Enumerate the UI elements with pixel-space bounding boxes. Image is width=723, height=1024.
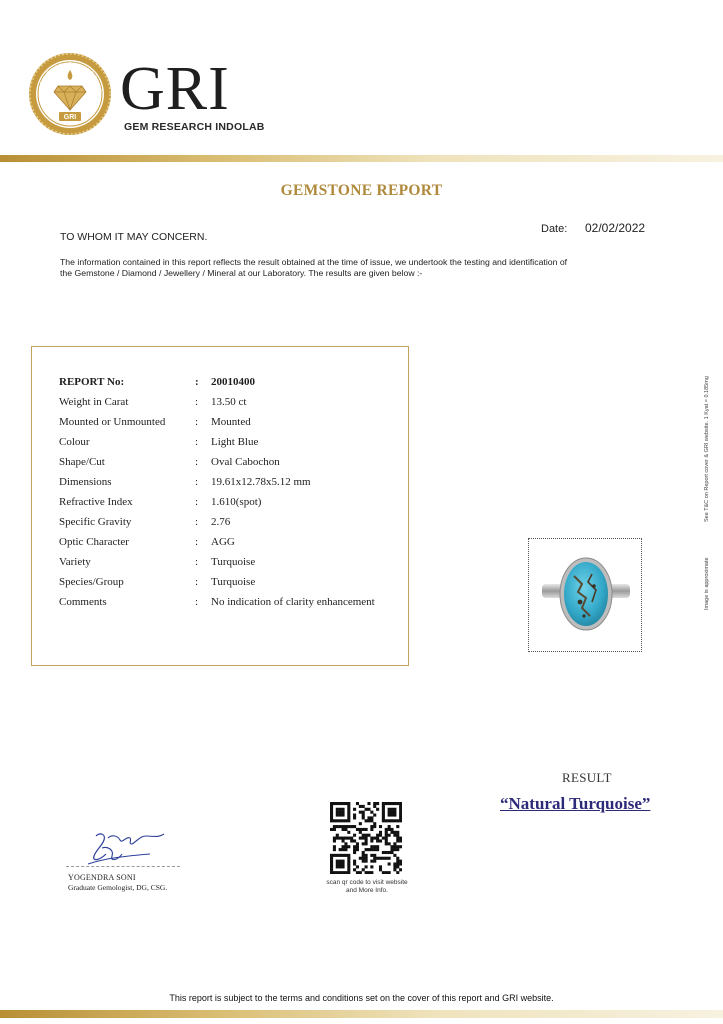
detail-label: Mounted or Unmounted	[59, 416, 166, 428]
detail-value: AGG	[211, 536, 235, 548]
signature-line	[66, 866, 180, 867]
footer-note: This report is subject to the terms and conditions set on the cover of this report and GRI website.	[169, 993, 554, 1003]
detail-value: Oval Cabochon	[211, 456, 280, 468]
svg-text:GRI: GRI	[63, 114, 77, 121]
detail-separator: :	[195, 476, 199, 488]
svg-text:GEM RESEARCH INDOLAB: GEM RESEARCH INDOLAB	[38, 61, 103, 94]
detail-separator: :	[195, 596, 199, 608]
result-label: RESULT	[562, 770, 612, 785]
detail-separator: :	[195, 396, 199, 408]
signer-title: Graduate Gemologist, DG, CSG.	[68, 883, 168, 892]
footer-divider	[0, 1010, 723, 1018]
detail-value: 2.76	[211, 516, 231, 528]
detail-value: Turquoise	[211, 576, 256, 588]
detail-separator: :	[195, 536, 199, 548]
detail-separator: :	[195, 416, 199, 428]
detail-separator: :	[195, 556, 199, 568]
detail-label: Comments	[59, 596, 107, 608]
detail-value: 1.610(spot)	[211, 496, 262, 508]
qr-caption	[312, 879, 422, 895]
terms-side-note: See T&C on Report cover & GRI website. 1 Kyat = 0.185mg	[704, 376, 710, 522]
detail-separator: :	[195, 456, 199, 468]
detail-label: Specific Gravity	[59, 516, 132, 528]
result-value: “Natural Turquoise”	[500, 794, 651, 813]
report-title: GEMSTONE REPORT	[280, 182, 443, 199]
detail-separator: :	[195, 436, 199, 448]
detail-label: Dimensions	[59, 476, 112, 488]
detail-label: REPORT No:	[59, 376, 125, 388]
detail-label: Shape/Cut	[59, 456, 105, 468]
detail-label: Weight in Carat	[59, 396, 129, 408]
detail-value: 20010400	[211, 376, 255, 388]
detail-label: Colour	[59, 436, 90, 448]
qr-caption-line2: and More Info.	[346, 887, 388, 894]
detail-value: 19.61x12.78x5.12 mm	[211, 476, 311, 488]
detail-label: Optic Character	[59, 536, 129, 548]
detail-separator: :	[195, 496, 199, 508]
detail-label: Refractive Index	[59, 496, 133, 508]
gri-seal-logo	[28, 52, 112, 136]
detail-value: Mounted	[211, 416, 251, 428]
intro-paragraph: The information contained in this report reflects the result obtained at the time of issue, we undertook the testing and identification of the Gemstone / Diamond / Jewellery / Mineral at our Laboratory. The results are given below :-	[60, 257, 568, 278]
image-side-note: Image is approximate	[704, 557, 710, 610]
qr-caption-line1: scan qr code to visit website	[326, 879, 408, 886]
detail-separator: :	[195, 516, 199, 528]
turquoise-ring-image	[534, 546, 638, 646]
date-value: 02/02/2022	[585, 221, 646, 235]
detail-value: 13.50 ct	[211, 396, 247, 408]
brand-subtitle: GEM RESEARCH INDOLAB	[124, 121, 265, 133]
detail-separator: :	[195, 576, 199, 588]
date-label: Date:	[541, 223, 568, 235]
signer-name: YOGENDRA SONI	[68, 873, 136, 882]
qr-code[interactable]	[330, 802, 402, 874]
detail-label: Variety	[59, 556, 91, 568]
brand-logo-text: GRI	[120, 55, 230, 123]
detail-value: Light Blue	[211, 436, 259, 448]
detail-value: Turquoise	[211, 556, 256, 568]
detail-value: No indication of clarity enhancement	[211, 596, 375, 608]
header-divider	[0, 155, 723, 162]
detail-label: Species/Group	[59, 576, 124, 588]
salutation: TO WHOM IT MAY CONCERN.	[60, 231, 208, 243]
detail-separator: :	[195, 376, 199, 388]
